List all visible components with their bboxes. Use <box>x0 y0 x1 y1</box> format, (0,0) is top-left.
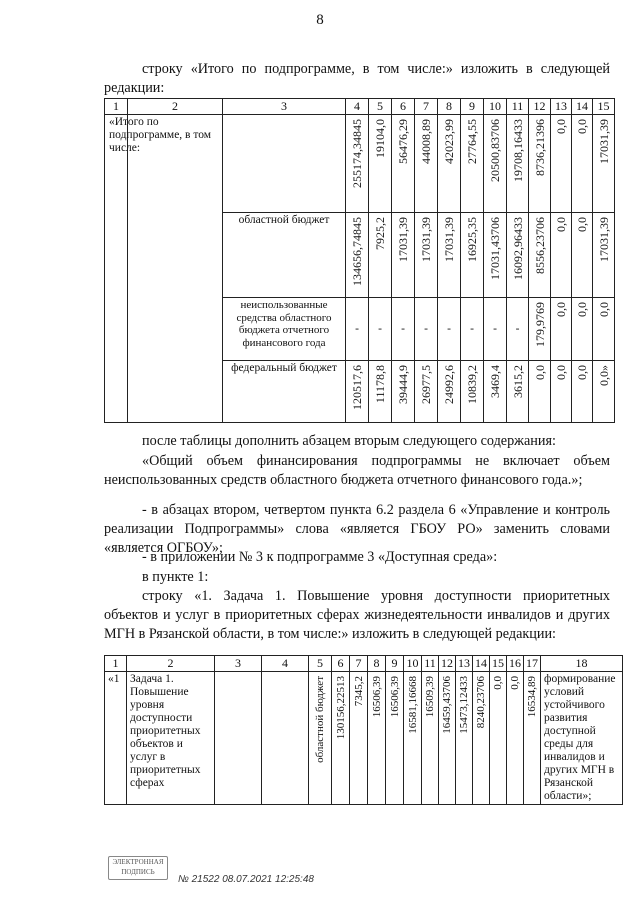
table-cell <box>415 115 438 213</box>
header-cell: 5 <box>309 656 332 672</box>
table-cell <box>223 115 346 213</box>
table-cell <box>439 672 456 805</box>
value-cell: 17031,39 <box>396 217 410 262</box>
table-header-row <box>105 99 615 115</box>
table-cell <box>350 672 368 805</box>
row-label <box>223 115 345 117</box>
value-cell: 0,0» <box>596 365 611 386</box>
table-cell <box>461 213 484 298</box>
header-cell: 15 <box>593 99 615 115</box>
table-cell <box>507 115 529 213</box>
value-cell: - <box>515 323 520 335</box>
value-cell: 17031,39 <box>596 217 611 262</box>
value-cell: 16581,16668 <box>406 676 419 734</box>
header-cell: 2 <box>127 656 215 672</box>
value-cell: 0,0 <box>575 217 589 232</box>
header-cell: 14 <box>572 99 593 115</box>
table-cell <box>484 298 507 361</box>
task-table <box>104 655 623 805</box>
table-cell <box>507 298 529 361</box>
value-cell: 0,0 <box>509 676 521 690</box>
paragraph-quote: «Общий объем финансирования подпрограммы не включает объем неиспользованных средств областного бюджета отчетного финансового года.»; <box>104 453 610 488</box>
table-cell <box>109 115 223 423</box>
header-cell: 5 <box>369 99 392 115</box>
header-cell: 16 <box>507 656 524 672</box>
value-cell: 7345,2 <box>352 676 365 707</box>
table-cell <box>223 361 346 423</box>
table-cell <box>392 361 415 423</box>
table-cell <box>369 213 392 298</box>
value-cell: - <box>355 323 359 335</box>
value-cell: 11178,8 <box>373 365 387 404</box>
value-cell: - <box>378 323 382 335</box>
value-cell: 0,0 <box>575 365 589 380</box>
value-cell: - <box>401 323 405 335</box>
table-cell <box>215 672 262 805</box>
value-cell: - <box>470 323 474 335</box>
header-cell: 4 <box>346 99 369 115</box>
table-cell <box>438 298 461 361</box>
value-cell: 0,0 <box>554 302 568 317</box>
header-cell: 3 <box>223 99 346 115</box>
header-cell: 15 <box>490 656 507 672</box>
table-cell <box>346 361 369 423</box>
table-cell <box>572 361 593 423</box>
table-cell <box>223 213 346 298</box>
value-cell: 24992,6 <box>442 365 456 404</box>
table-cell <box>392 298 415 361</box>
paragraph-intro-1: строку «Итого по подпрограмме, в том числе:» изложить в следующей редакции: <box>104 61 610 96</box>
table-cell <box>507 361 529 423</box>
paragraph-intro-2: строку «1. Задача 1. Повышение уровня доступности приоритетных объектов и услуг в приоритетных сферах жизнедеятельности инвалидов и других МГН в Рязанской области, в том числе:» изложить в следующей редакции: <box>104 588 610 642</box>
value-cell: 179,9769 <box>532 302 547 347</box>
table-cell <box>105 672 127 805</box>
value-cell: 16092,96433 <box>510 217 525 280</box>
value-cell: 27764,55 <box>465 119 479 164</box>
header-cell: 6 <box>332 656 350 672</box>
header-cell: 14 <box>473 656 490 672</box>
table-cell <box>127 672 215 805</box>
table-header-row <box>105 656 623 672</box>
table-cell <box>593 298 615 361</box>
table-cell <box>529 213 551 298</box>
header-cell: 13 <box>456 656 473 672</box>
value-cell: 130156,22513 <box>334 676 347 740</box>
table-cell <box>490 672 507 805</box>
table-cell <box>415 361 438 423</box>
header-cell: 18 <box>541 656 623 672</box>
value-cell: 0,0 <box>575 119 589 134</box>
table-cell <box>541 672 623 805</box>
table-cell <box>551 298 572 361</box>
header-cell: 9 <box>386 656 404 672</box>
value-cell: 0,0 <box>554 365 568 380</box>
value-cell: 3469,4 <box>488 365 502 398</box>
table-cell <box>593 115 615 213</box>
table-cell <box>461 361 484 423</box>
value-cell: - <box>424 323 428 335</box>
table-cell <box>529 298 551 361</box>
table-cell <box>415 213 438 298</box>
table-cell <box>422 672 439 805</box>
table-cell <box>473 672 490 805</box>
value-cell: 16506,39 <box>370 676 383 718</box>
table-cell <box>551 213 572 298</box>
value-cell: 0,0 <box>532 365 547 380</box>
table-cell <box>332 672 350 805</box>
value-cell: 120517,6 <box>350 365 364 410</box>
table-cell <box>524 672 541 805</box>
header-cell: 2 <box>128 99 223 115</box>
stamp-text: ЭЛЕКТРОННАЯ ПОДПИСЬ <box>112 858 164 876</box>
table-cell <box>346 115 369 213</box>
table-cell <box>438 361 461 423</box>
row-number: «1 <box>108 673 120 685</box>
value-cell: 0,0 <box>554 217 568 232</box>
value-cell: 3615,2 <box>510 365 525 398</box>
value-cell: 10839,2 <box>465 365 479 404</box>
table-row <box>105 115 615 213</box>
value-cell: 17031,39 <box>442 217 456 262</box>
table-cell <box>456 672 473 805</box>
table-cell <box>529 115 551 213</box>
value-cell: 16459,43706 <box>441 676 453 734</box>
registration-number: № 21522 08.07.2021 12:25:48 <box>178 874 314 885</box>
value-cell: 8240,23706 <box>475 676 487 729</box>
table-cell <box>346 298 369 361</box>
row-label: федеральный бюджет <box>231 362 337 374</box>
table-cell <box>438 213 461 298</box>
table-cell <box>461 298 484 361</box>
value-cell: 16925,35 <box>465 217 479 262</box>
value-cell: 19104,0 <box>373 119 387 158</box>
value-cell: 39444,9 <box>396 365 410 404</box>
total-label: «Итого по подпрограмме, в том числе: <box>109 116 212 154</box>
table-cell <box>369 115 392 213</box>
value-cell: 0,0 <box>596 302 611 317</box>
table-cell <box>415 298 438 361</box>
table-cell <box>392 115 415 213</box>
table-cell <box>368 672 386 805</box>
header-cell: 1 <box>105 99 128 115</box>
table-cell <box>369 298 392 361</box>
table-cell <box>507 213 529 298</box>
table-cell <box>484 361 507 423</box>
header-cell: 7 <box>415 99 438 115</box>
value-cell: 0,0 <box>575 302 589 317</box>
value-cell: 17031,39 <box>419 217 433 262</box>
table-cell <box>346 213 369 298</box>
goal-text: формирование условий устойчивого развития доступной среды для инвалидов и других МГН в Рязанской области»; <box>544 673 616 802</box>
header-cell: 11 <box>507 99 529 115</box>
value-cell: 42023,99 <box>442 119 456 164</box>
value-cell: 0,0 <box>554 119 568 134</box>
table-cell <box>105 115 128 423</box>
table-cell <box>529 361 551 423</box>
budget-source: областной бюджет <box>314 676 326 763</box>
value-cell: 19708,16433 <box>510 119 525 182</box>
task-label: Задача 1. Повышение уровня доступности приоритетных объектов и услуг в приоритетных сферах <box>130 673 201 789</box>
table-cell <box>507 672 524 805</box>
header-cell: 12 <box>529 99 551 115</box>
electronic-signature-stamp <box>108 856 168 880</box>
table-cell <box>572 115 593 213</box>
header-cell: 7 <box>350 656 368 672</box>
value-cell: 16506,39 <box>388 676 401 718</box>
table-cell <box>572 213 593 298</box>
table-cell <box>484 213 507 298</box>
header-cell: 10 <box>484 99 507 115</box>
table-cell <box>461 115 484 213</box>
page-number: 8 <box>316 12 324 28</box>
table-cell <box>262 672 309 805</box>
header-cell: 10 <box>404 656 422 672</box>
table-row <box>105 672 623 805</box>
table-cell <box>369 361 392 423</box>
value-cell: 17031,39 <box>596 119 611 164</box>
value-cell: 20500,83706 <box>488 119 502 182</box>
row-label: неиспользованные средства областного бюджета отчетного финансового года <box>236 299 332 349</box>
value-cell: 0,0 <box>492 676 504 690</box>
value-cell: 8736,21396 <box>532 119 547 176</box>
value-cell: 16534,89 <box>526 676 538 718</box>
table-cell <box>386 672 404 805</box>
header-cell: 8 <box>368 656 386 672</box>
table-cell <box>572 298 593 361</box>
header-cell: 4 <box>262 656 309 672</box>
value-cell: 16509,39 <box>424 676 436 718</box>
table-cell <box>593 213 615 298</box>
header-cell: 17 <box>524 656 541 672</box>
paragraph-item-1: - в абзацах втором, четвертом пункта 6.2 раздела 6 «Управление и контроль реализации Подпрограммы» слова «является ГБОУ РО» заменить словами «является ОГБОУ»; <box>104 502 610 556</box>
value-cell: 56476,29 <box>396 119 410 164</box>
value-cell: - <box>447 323 451 335</box>
financing-table <box>104 98 615 423</box>
table-cell <box>551 361 572 423</box>
header-cell: 3 <box>215 656 262 672</box>
header-cell: 12 <box>439 656 456 672</box>
table-cell <box>223 298 346 361</box>
value-cell: 44008,89 <box>419 119 433 164</box>
paragraph-after-table: после таблицы дополнить абзацем вторым следующего содержания: <box>142 433 556 449</box>
value-cell: 7925,2 <box>373 217 387 250</box>
paragraph-item-2: - в приложении № 3 к подпрограмме 3 «Доступная среда»: <box>142 549 498 565</box>
value-cell: 134656,74845 <box>350 217 364 286</box>
row-label: областной бюджет <box>238 214 330 226</box>
value-cell: 255174,34845 <box>350 119 364 188</box>
header-cell: 13 <box>551 99 572 115</box>
value-cell: 15473,12433 <box>458 676 470 734</box>
table-cell <box>551 115 572 213</box>
value-cell: - <box>493 323 497 335</box>
value-cell: 26977,5 <box>419 365 433 404</box>
table-cell <box>309 672 332 805</box>
value-cell: 8556,23706 <box>532 217 547 274</box>
header-cell: 11 <box>422 656 439 672</box>
table-cell <box>484 115 507 213</box>
value-cell: 17031,43706 <box>488 217 502 280</box>
table-cell <box>392 213 415 298</box>
table-cell <box>404 672 422 805</box>
table-cell <box>438 115 461 213</box>
table-cell <box>593 361 615 423</box>
header-cell: 6 <box>392 99 415 115</box>
header-cell: 8 <box>438 99 461 115</box>
header-cell: 9 <box>461 99 484 115</box>
paragraph-point: в пункте 1: <box>142 569 209 585</box>
header-cell: 1 <box>105 656 127 672</box>
